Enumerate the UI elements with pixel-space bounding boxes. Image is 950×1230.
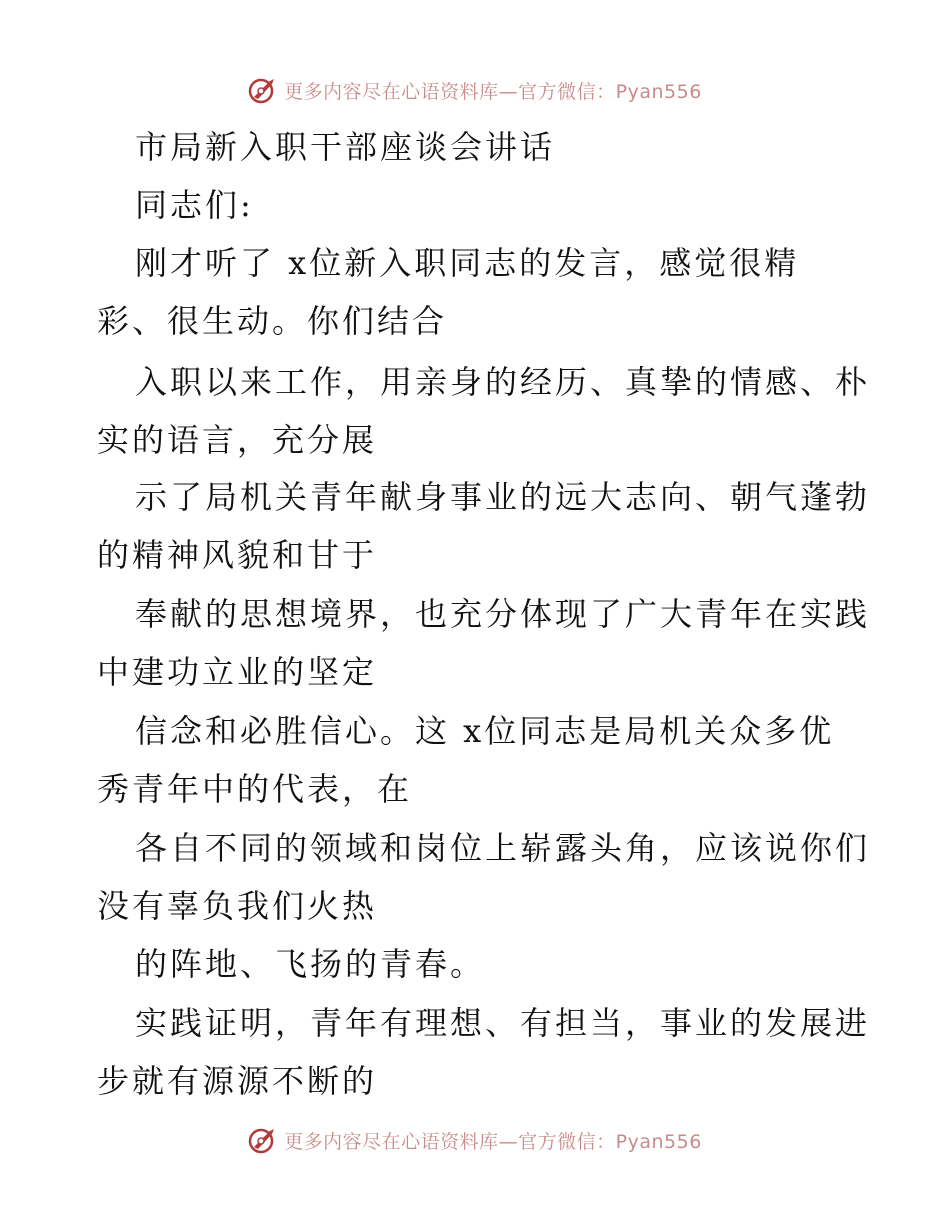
paragraph-line: 实践证明，青年有理想、有担当，事业的发展进: [135, 1004, 871, 1042]
paragraph-line: 示了局机关青年献身事业的远大志向、朝气蓬勃: [135, 478, 871, 516]
quill-logo-icon: [248, 1125, 278, 1155]
paragraph-line: 中建功立业的坚定: [97, 653, 378, 691]
paragraph-line: 的精神风貌和甘于: [97, 536, 378, 574]
paragraph-line: 实的语言，充分展: [97, 421, 378, 459]
paragraph-line: 奉献的思想境界，也充分体现了广大青年在实践: [135, 595, 871, 633]
paragraph-line: 信念和必胜信心。这 x位同志是局机关众多优: [135, 712, 835, 750]
paragraph-line: 入职以来工作，用亲身的经历、真挚的情感、朴: [135, 363, 871, 401]
paragraph-line: 的阵地、飞扬的青春。: [135, 945, 486, 983]
header-watermark: [0, 70, 950, 110]
document-title: 市局新入职干部座谈会讲话: [135, 128, 556, 166]
paragraph-line: 秀青年中的代表，在: [97, 770, 413, 808]
paragraph-line: 没有辜负我们火热: [97, 887, 378, 925]
paragraph-line: 刚才听了 x位新入职同志的发言，感觉很精: [135, 244, 800, 282]
paragraph-line: 步就有源源不断的: [97, 1062, 378, 1100]
watermark-text: 更多内容尽在心语资料库—官方微信：Pyan556: [284, 1130, 702, 1153]
footer-watermark: [0, 1120, 950, 1160]
watermark-text: 更多内容尽在心语资料库—官方微信：Pyan556: [284, 80, 702, 103]
salutation: 同志们:: [135, 186, 254, 224]
quill-logo-icon: [248, 75, 278, 105]
paragraph-line: 各自不同的领域和岗位上崭露头角，应该说你们: [135, 829, 871, 867]
paragraph-line: 彩、很生动。你们结合: [97, 302, 448, 340]
